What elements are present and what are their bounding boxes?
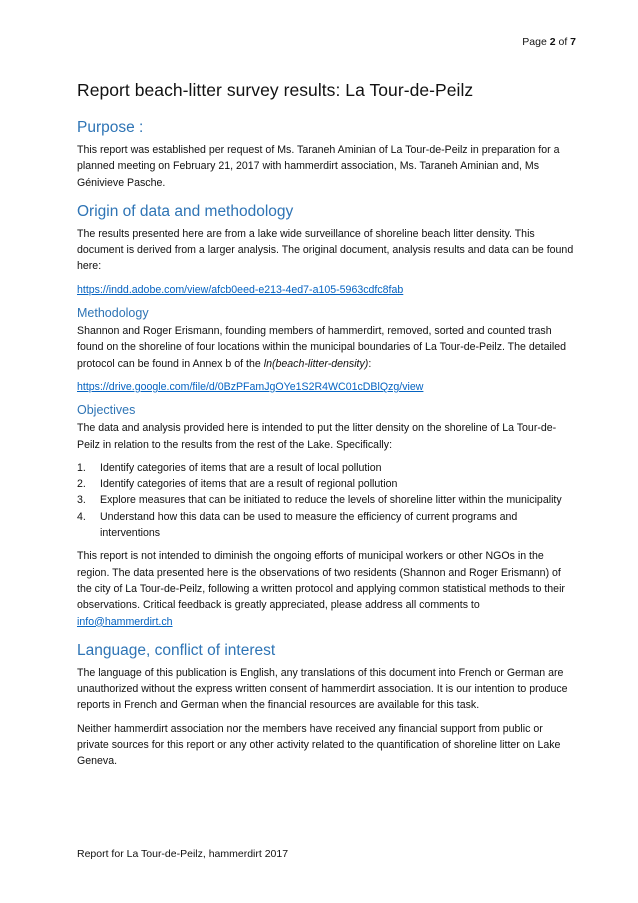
methodology-text-italic: ln(beach-litter-density) xyxy=(263,357,369,370)
methodology-text xyxy=(77,323,577,372)
section-purpose xyxy=(77,119,577,191)
document-title: Report beach-litter survey results: La Tour-de-Peilz xyxy=(77,80,474,100)
section-origin xyxy=(77,203,577,298)
methodology-link[interactable]: https://drive.google.com/file/d/0BzPFamJgOYe1S2R4WC01cDBlQzg/view xyxy=(77,380,424,393)
list-item-text: Explore measures that can be initiated to reduce the levels of shoreline litter within the municipality xyxy=(100,494,562,507)
origin-link[interactable]: https://indd.adobe.com/view/afcb0eed-e213-4ed7-a105-5963cdfc8fab xyxy=(77,283,404,296)
heading-objectives: Objectives xyxy=(77,403,136,418)
list-item xyxy=(77,509,577,542)
origin-text: The results presented here are from a lake wide surveillance of shoreline beach litter density. This document is derived from a larger analysis. The original document, analysis results and data can be found here: xyxy=(77,227,574,273)
list-item-text: Understand how this data can be used to measure the efficiency of current programs and interventions xyxy=(100,510,518,540)
objectives-list xyxy=(77,460,577,541)
list-item-number: 2. xyxy=(77,478,86,491)
purpose-text: This report was established per request of Ms. Taraneh Aminian of La Tour-de-Peilz in preparation for a planned meeting on February 21, 2017 with hammerdirt association, Ms. Taraneh Aminian and, Ms Génivieve Pasche. xyxy=(77,144,560,189)
page-prefix: Page xyxy=(522,36,550,48)
heading-purpose: Purpose : xyxy=(77,119,144,136)
section-objectives xyxy=(77,403,577,630)
objectives-closing xyxy=(77,548,577,629)
page-footer: Report for La Tour-de-Peilz, hammerdirt 2017 xyxy=(77,848,289,860)
section-methodology xyxy=(77,306,577,395)
list-item xyxy=(77,492,577,508)
list-item-number: 4. xyxy=(77,510,86,523)
heading-origin: Origin of data and methodology xyxy=(77,202,294,220)
page-number xyxy=(522,36,576,48)
section-language xyxy=(77,642,577,770)
list-item-number: 1. xyxy=(77,461,86,474)
objectives-closing-text: This report is not intended to diminish the ongoing efforts of municipal workers or other NGOs in the region. The data presented here is the observations of two residents (Shannon and Roger Erismann) of the city of La Tour-de-Peilz, following a written protocol and applying common statistical methods to their observations. Critical feedback is greatly appreciated, please address all comments to xyxy=(77,550,565,612)
list-item xyxy=(77,460,577,476)
page-separator: of xyxy=(555,36,571,48)
document-body xyxy=(77,80,577,777)
methodology-text-after: : xyxy=(368,357,372,370)
heading-methodology: Methodology xyxy=(77,306,149,321)
language-text-2: Neither hammerdirt association nor the members have received any financial support from public or private sources for this report or any other activity related to the quantification of shoreline litter on Lake Geneva. xyxy=(77,722,561,768)
page-total: 7 xyxy=(570,36,576,48)
objectives-intro: The data and analysis provided here is intended to put the litter density on the shoreline of La Tour-de-Peilz in relation to the results from the rest of the Lake. Specifically: xyxy=(77,422,557,451)
list-item-text: Identify categories of items that are a result of regional pollution xyxy=(100,478,398,491)
contact-email-link[interactable]: info@hammerdirt.ch xyxy=(77,615,173,628)
language-text-1: The language of this publication is English, any translations of this document into French or German are unauthorized without the express written consent of hammerdirt association. It is our intention to produce reports in French and German when the financial resources are available for this task. xyxy=(77,666,568,712)
page-current: 2 xyxy=(549,36,556,48)
heading-language: Language, conflict of interest xyxy=(77,641,276,659)
list-item-text: Identify categories of items that are a result of local pollution xyxy=(100,461,382,474)
methodology-text-before: Shannon and Roger Erismann, founding members of hammerdirt, removed, sorted and counted trash found on the shoreline of four locations within the municipal boundaries of La Tour-de-Peilz. The detailed protocol can be found in Annex b of the xyxy=(77,325,566,370)
list-item-number: 3. xyxy=(77,494,86,507)
list-item xyxy=(77,476,577,492)
